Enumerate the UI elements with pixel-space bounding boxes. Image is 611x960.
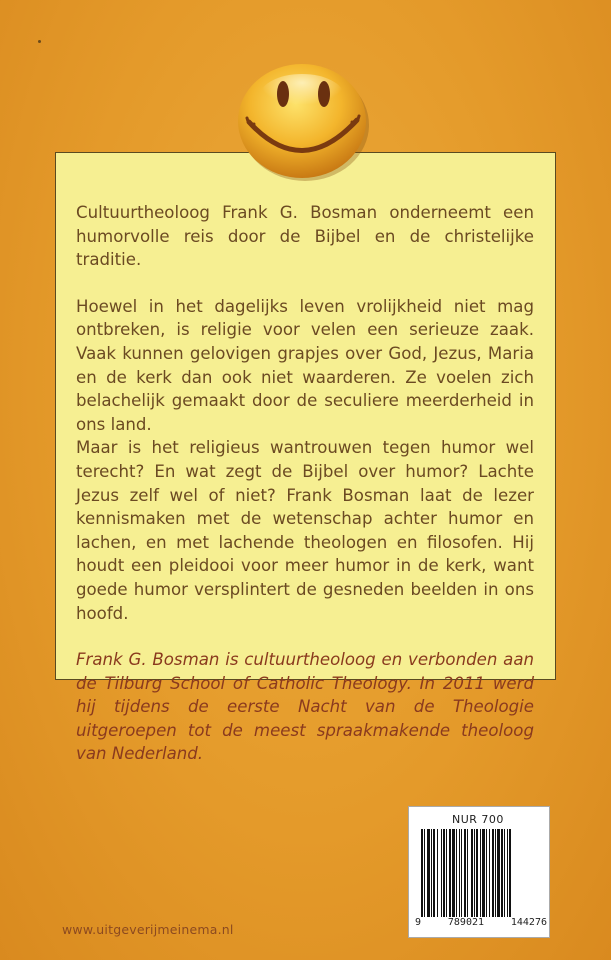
blurb-text — [76, 201, 534, 789]
isbn-right-group: 144276 — [510, 917, 547, 928]
smiley-face-icon — [233, 58, 373, 183]
nur-code: NUR 700 — [452, 813, 504, 826]
publisher-url: www.uitgeverijmeinema.nl — [62, 922, 234, 937]
isbn-barcode — [408, 806, 550, 938]
blurb-panel — [55, 152, 556, 764]
print-speck — [38, 40, 41, 43]
barcode-icon — [421, 829, 543, 917]
isbn-number — [415, 917, 547, 928]
question-paragraph: Maar is het religieus wantrouwen tegen humor wel terecht? En wat zegt de Bijbel over humor? Lachte Jezus zelf wel of niet? Frank Bosman laat de lezer kennismaken met de wetenschap achter humor en lachen, en met lachende theologen en filosofen. Hij houdt een pleidooi voor meer humor in de kerk, want goede humor versplintert de gesneden beelden in ons hoofd. — [76, 438, 534, 623]
intro-paragraph: Cultuurtheoloog Frank G. Bosman onderneemt een humorvolle reis door de Bijbel en de christelijke traditie. — [76, 203, 534, 270]
author-bio: Frank G. Bosman is cultuurtheoloog en verbonden aan de Tilburg School of Catholic Theology. In 2011 werd hij tijdens de eerste Nacht van de Theologie uitgeroepen tot de meest spraakmakende theoloog van Nederland. — [76, 650, 534, 764]
isbn-prefix: 9 — [415, 917, 422, 928]
context-paragraph: Hoewel in het dagelijks leven vrolijkheid niet mag ontbreken, is religie voor velen een serieuze zaak. Vaak kunnen gelovigen grapjes over God, Jezus, Maria en de kerk dan ook niet waarderen. Ze voelen zich belachelijk gemaakt door de seculiere meerderheid in ons land. — [76, 296, 534, 434]
isbn-left-group: 789021 — [447, 917, 485, 928]
